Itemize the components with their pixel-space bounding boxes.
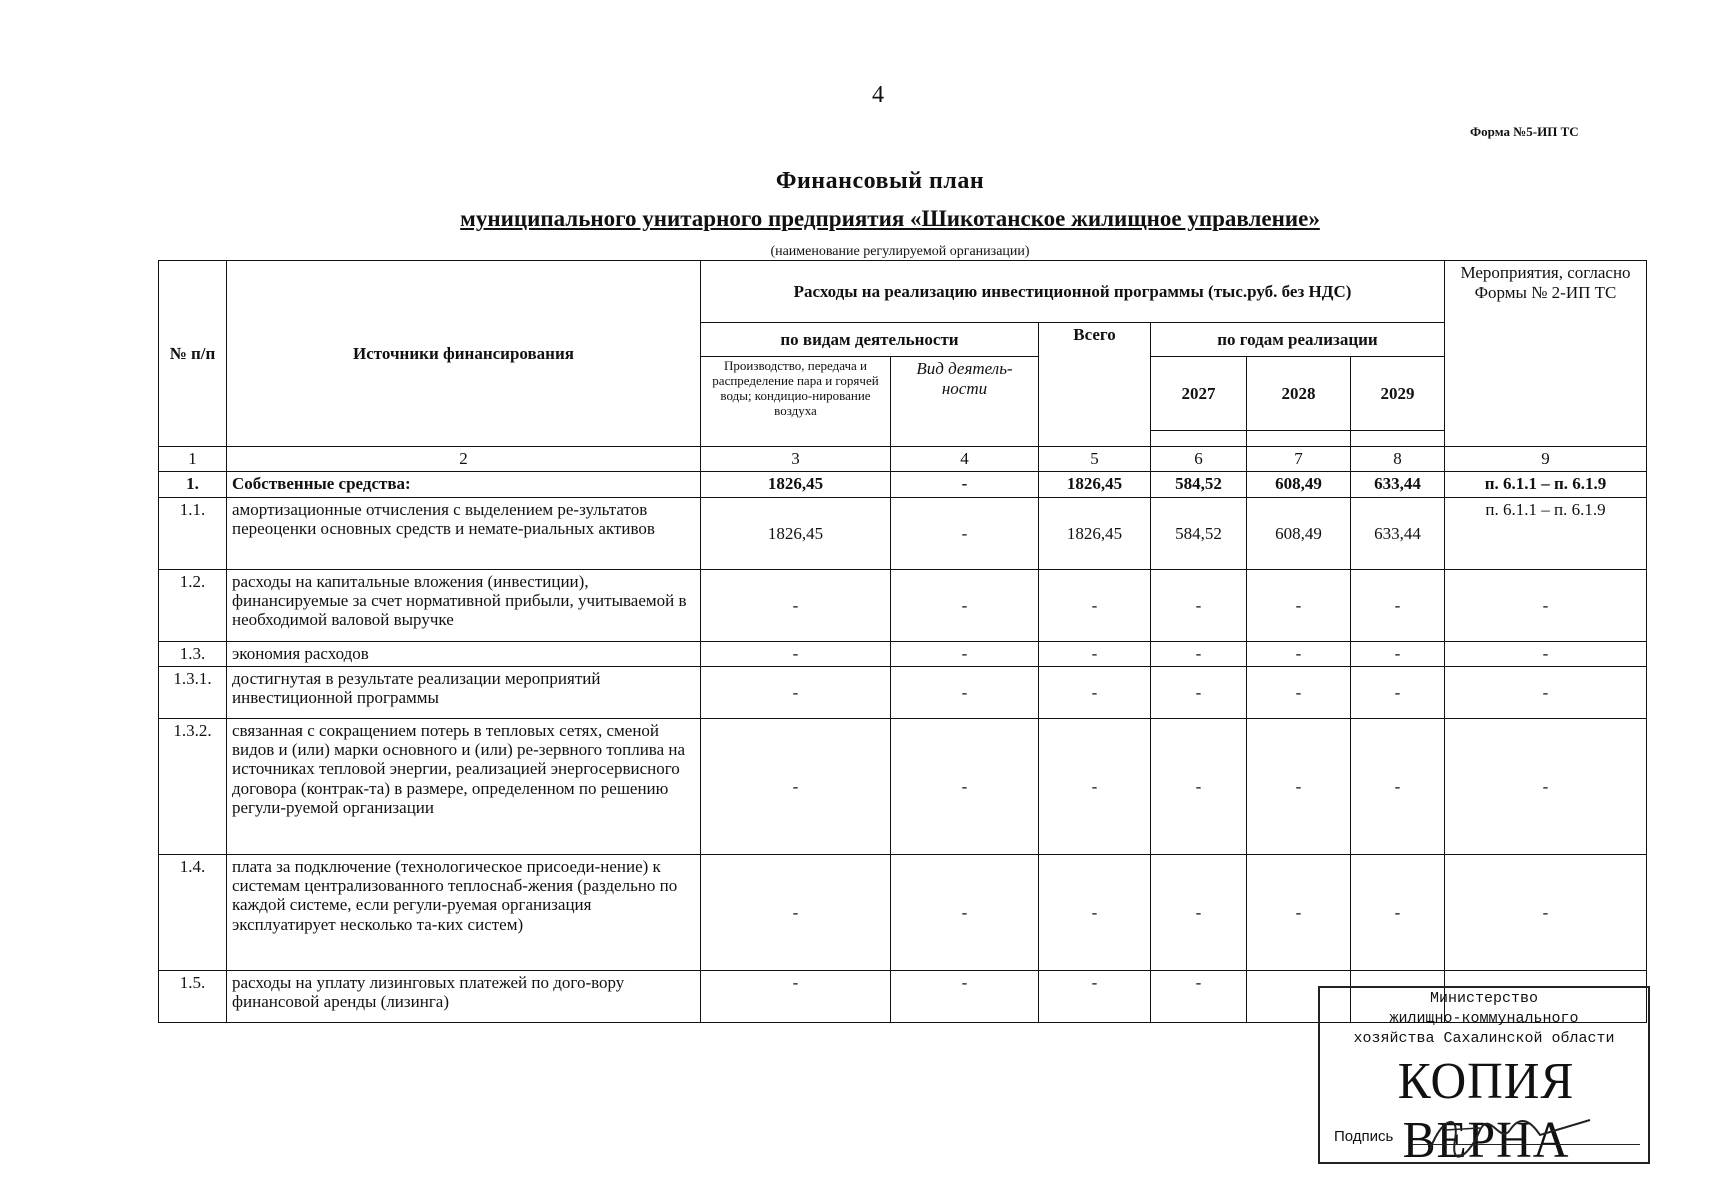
header-year-2028: 2028 [1247, 357, 1351, 431]
row-2029: - [1351, 642, 1445, 667]
row-measures: - [1445, 570, 1647, 642]
row-name: амортизационные отчисления с выделением ре-зультатов переоценки основных средств и немате-риальных активов [227, 498, 701, 570]
header-sources: Источники финансирования [227, 261, 701, 447]
row-2028: 608,49 [1247, 498, 1351, 570]
row-prod: 1826,45 [701, 472, 891, 498]
financial-plan-table [158, 260, 1647, 1023]
row-total: - [1039, 642, 1151, 667]
row-2029: - [1351, 570, 1445, 642]
row-other: - [891, 855, 1039, 971]
col-number: 8 [1351, 447, 1445, 472]
row-name: расходы на уплату лизинговых платежей по дого-вору финансовой аренды (лизинга) [227, 971, 701, 1023]
col-number: 1 [159, 447, 227, 472]
row-total: - [1039, 971, 1151, 1023]
row-2027: - [1151, 642, 1247, 667]
stamp-main-text: КОПИЯ ВЕРНА [1397, 1053, 1575, 1169]
stamp-line-1: Министерство [1429, 990, 1539, 1007]
row-2028: - [1247, 642, 1351, 667]
row-2029: 633,44 [1351, 472, 1445, 498]
row-num: 1. [159, 472, 227, 498]
row-prod: - [701, 719, 891, 855]
row-2028: - [1247, 855, 1351, 971]
column-numbers-row [159, 447, 1647, 472]
row-2028: - [1247, 719, 1351, 855]
table-row [159, 719, 1647, 855]
table-row [159, 498, 1647, 570]
row-measures: п. 6.1.1 – п. 6.1.9 [1445, 498, 1647, 570]
row-2029: - [1351, 855, 1445, 971]
col-number: 3 [701, 447, 891, 472]
form-id: Форма №5-ИП ТС [1470, 124, 1579, 139]
row-2028: - [1247, 570, 1351, 642]
col-number: 9 [1445, 447, 1647, 472]
row-num: 1.3. [159, 642, 227, 667]
row-measures: п. 6.1.1 – п. 6.1.9 [1445, 472, 1647, 498]
row-2027: - [1151, 855, 1247, 971]
row-total: - [1039, 855, 1151, 971]
row-other: - [891, 642, 1039, 667]
row-2027: - [1151, 971, 1247, 1023]
row-num: 1.1. [159, 498, 227, 570]
row-other: - [891, 498, 1039, 570]
col-number: 4 [891, 447, 1039, 472]
row-2028: - [1247, 667, 1351, 719]
row-other: - [891, 667, 1039, 719]
header-year-2029: 2029 [1351, 357, 1445, 431]
row-measures: - [1445, 719, 1647, 855]
row-2027: 584,52 [1151, 498, 1247, 570]
row-prod: 1826,45 [701, 498, 891, 570]
row-num: 1.3.2. [159, 719, 227, 855]
organization-note: (наименование регулируемой организации) [770, 244, 1030, 259]
row-2027: - [1151, 719, 1247, 855]
col-number: 5 [1039, 447, 1151, 472]
header-total: Всего [1039, 323, 1151, 447]
row-measures: - [1445, 642, 1647, 667]
row-name: экономия расходов [227, 642, 701, 667]
header-activity-other: Вид деятель-ности [891, 357, 1039, 447]
row-total: 1826,45 [1039, 498, 1151, 570]
organization-name: муниципального унитарного предприятия «Шикотанское жилищное управление» [460, 206, 1320, 231]
row-2029: - [1351, 667, 1445, 719]
row-total: - [1039, 719, 1151, 855]
row-prod: - [701, 971, 891, 1023]
row-prod: - [701, 570, 891, 642]
row-2027: - [1151, 667, 1247, 719]
row-name: связанная с сокращением потерь в тепловых сетях, сменой видов и (или) марки основного и (или) ре-зервного топлива на источниках тепловой энергии, реализацией энергосервисного договора (контрак-та) в размере, определенном по решению регули-руемой организации [227, 719, 701, 855]
row-2027: - [1151, 570, 1247, 642]
header-num: № п/п [159, 261, 227, 447]
row-measures: - [1445, 855, 1647, 971]
row-other: - [891, 472, 1039, 498]
row-num: 1.3.1. [159, 667, 227, 719]
col-number: 2 [227, 447, 701, 472]
row-prod: - [701, 667, 891, 719]
col-number: 7 [1247, 447, 1351, 472]
header-year-2027: 2027 [1151, 357, 1247, 431]
header-by-activity: по видам деятельности [701, 323, 1039, 357]
row-other: - [891, 719, 1039, 855]
signature-scribble [1420, 1100, 1600, 1160]
row-name: плата за подключение (технологическое присоеди-нение) к системам централизованного теплоснаб-жения (раздельно по каждой системе, если регули-руемая организация эксплуатирует несколько та-ких систем) [227, 855, 701, 971]
row-name: расходы на капитальные вложения (инвестиции), финансируемые за счет нормативной прибыли, учитываемой в необходимой валовой выручке [227, 570, 701, 642]
table-row [159, 855, 1647, 971]
row-name: Собственные средства: [227, 472, 701, 498]
stamp-line-2: жилищно-коммунального [1389, 1010, 1579, 1027]
col-number: 6 [1151, 447, 1247, 472]
row-total: - [1039, 570, 1151, 642]
table-row [159, 667, 1647, 719]
header-expenses: Расходы на реализацию инвестиционной программы (тыс.руб. без НДС) [701, 261, 1445, 323]
signature-label: Подпись [1334, 1128, 1394, 1145]
table-row [159, 472, 1647, 498]
row-other: - [891, 570, 1039, 642]
row-num: 1.4. [159, 855, 227, 971]
document-title: Финансовый план [775, 168, 985, 194]
row-num: 1.2. [159, 570, 227, 642]
stamp-line-3: хозяйства Сахалинской области [1353, 1030, 1615, 1047]
header-activity-prod: Производство, передача и распределение пара и горячей воды; кондицио-нирование воздуха [701, 357, 891, 447]
copy-certified-stamp [1318, 986, 1650, 1169]
header-by-year: по годам реализации [1151, 323, 1445, 357]
row-2029: - [1351, 719, 1445, 855]
row-name: достигнутая в результате реализации мероприятий инвестиционной программы [227, 667, 701, 719]
table-row [159, 570, 1647, 642]
row-num: 1.5. [159, 971, 227, 1023]
row-total: 1826,45 [1039, 472, 1151, 498]
row-prod: - [701, 855, 891, 971]
row-2027: 584,52 [1151, 472, 1247, 498]
page-number: 4 [872, 82, 884, 108]
row-2028: 608,49 [1247, 472, 1351, 498]
row-prod: - [701, 642, 891, 667]
table-row [159, 642, 1647, 667]
row-2029: 633,44 [1351, 498, 1445, 570]
header-measures: Мероприятия, согласно Формы № 2-ИП ТС [1445, 261, 1647, 447]
row-measures: - [1445, 667, 1647, 719]
row-other: - [891, 971, 1039, 1023]
row-total: - [1039, 667, 1151, 719]
